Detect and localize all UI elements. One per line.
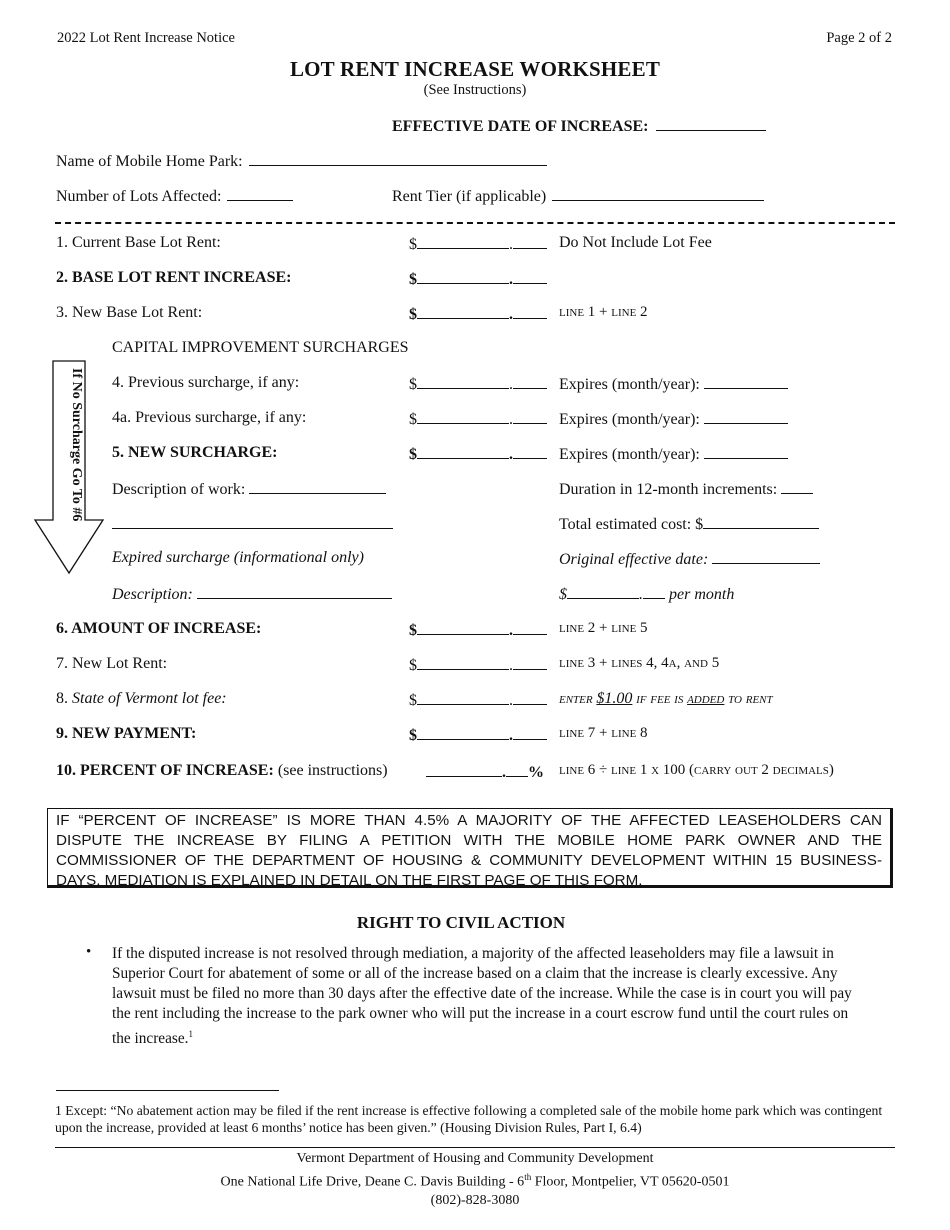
line-1-note: Do Not Include Lot Fee — [559, 234, 712, 251]
park-name-row: Name of Mobile Home Park: — [56, 151, 547, 171]
lots-affected-row: Number of Lots Affected: — [56, 186, 293, 206]
footnote: 1 Except: “No abatement action may be filed if the rent increase is effective following a completed sale of the mobile home park which was contingent upon the increase, provided at least 6 months’ notice has been given.” (Housing Division Rules, Part I, 6.4) — [55, 1103, 883, 1135]
footer-phone: (802)-828-3080 — [430, 1192, 520, 1208]
line-6-note: line 2 + line 5 — [559, 620, 648, 636]
down-arrow-icon — [33, 360, 105, 576]
line-4a-label: 4a. Previous surcharge, if any: — [112, 409, 307, 426]
effective-date-label: EFFECTIVE DATE OF INCREASE: — [392, 116, 766, 136]
line-10-percent[interactable]: . % — [426, 762, 544, 782]
line-6-label: 6. AMOUNT OF INCREASE: — [56, 620, 262, 637]
line-1-label: 1. Current Base Lot Rent: — [56, 234, 221, 251]
line-8-note: enter $1.00 if fee is added to rent — [559, 690, 773, 707]
line-4-expires: Expires (month/year): — [559, 374, 788, 394]
line-3-amount[interactable]: $ . — [409, 304, 547, 324]
line-7-amount[interactable]: $ . — [409, 655, 547, 675]
page-title: LOT RENT INCREASE WORKSHEET — [289, 57, 661, 81]
civil-action-heading: RIGHT TO CIVIL ACTION — [356, 913, 566, 932]
total-estimated-cost: Total estimated cost: $ — [559, 514, 819, 534]
line-9-amount[interactable]: $ . — [409, 725, 547, 745]
original-date-field[interactable] — [712, 549, 820, 564]
description-of-work-field[interactable] — [249, 479, 386, 494]
line-5-label: 5. NEW SURCHARGE: — [112, 444, 278, 461]
effective-date-field[interactable] — [656, 116, 766, 131]
description-of-work-line-2[interactable] — [112, 514, 393, 534]
line-8-amount[interactable]: $ . — [409, 690, 547, 710]
line-3-label: 3. New Base Lot Rent: — [56, 304, 203, 321]
line-4a-expires-field[interactable] — [704, 409, 788, 424]
dashed-divider — [55, 222, 895, 224]
line-10-label: 10. PERCENT OF INCREASE: (see instructions) — [56, 762, 388, 779]
expired-description: Description: — [112, 584, 392, 604]
lots-affected-field[interactable] — [227, 186, 293, 201]
page-subtitle: (See Instructions) — [423, 82, 527, 98]
line-4-label: 4. Previous surcharge, if any: — [112, 374, 300, 391]
footer-address: One National Life Drive, Deane C. Davis Building - 6th Floor, Montpelier, VT 05620-0501 — [220, 1172, 730, 1190]
footnote-divider — [56, 1090, 279, 1091]
duration-field[interactable] — [781, 479, 813, 494]
rent-tier-row: Rent Tier (if applicable) — [392, 186, 764, 206]
line-4-amount[interactable]: $ . — [409, 374, 547, 394]
line-8-label: 8. State of Vermont lot fee: — [56, 690, 227, 707]
line-10-note: line 6 ÷ line 1 x 100 (carry out 2 decimals) — [559, 762, 834, 778]
line-6-amount[interactable]: $ . — [409, 620, 547, 640]
line-5-amount[interactable]: $ . — [409, 444, 547, 464]
line-9-note: line 7 + line 8 — [559, 725, 648, 741]
duration-increments: Duration in 12-month increments: — [559, 479, 813, 499]
line-1-amount[interactable]: $ . — [409, 234, 547, 254]
footer-agency: Vermont Department of Housing and Community Development — [296, 1151, 654, 1166]
line-3-note: line 1 + line 2 — [559, 304, 648, 320]
line-2-amount[interactable]: $ . — [409, 269, 547, 289]
expired-description-field[interactable] — [197, 584, 392, 599]
description-of-work: Description of work: — [112, 479, 386, 499]
rent-tier-field[interactable] — [552, 186, 764, 201]
line-2-label: 2. BASE LOT RENT INCREASE: — [56, 269, 292, 286]
park-name-field[interactable] — [249, 151, 547, 166]
header-left: 2022 Lot Rent Increase Notice — [57, 30, 235, 46]
arrow-label: If No Surcharge Go To #6 — [69, 368, 84, 522]
bullet-icon: • — [86, 944, 92, 960]
line-4a-expires: Expires (month/year): — [559, 409, 788, 429]
page-footer — [55, 1147, 895, 1210]
line-4-expires-field[interactable] — [704, 374, 788, 389]
capital-surcharges-heading: CAPITAL IMPROVEMENT SURCHARGES — [112, 339, 409, 356]
header-right: Page 2 of 2 — [826, 30, 892, 46]
line-4a-amount[interactable]: $ . — [409, 409, 547, 429]
original-effective-date: Original effective date: — [559, 549, 820, 569]
line-7-note: line 3 + lines 4, 4a, and 5 — [559, 655, 720, 671]
total-cost-field[interactable] — [703, 514, 819, 529]
line-7-label: 7. New Lot Rent: — [56, 655, 168, 672]
line-5-expires: Expires (month/year): — [559, 444, 788, 464]
line-5-expires-field[interactable] — [704, 444, 788, 459]
dispute-notice: IF “PERCENT OF INCREASE” IS MORE THAN 4.5% A MAJORITY OF THE AFFECTED LEASEHOLDERS CAN DISPUTE THE INCREASE BY FILING A PETITION WITH THE MOBILE HOME PARK OWNER AND THE COMMISSIONER OF THE DEPARTMENT OF HOUSING & COMMUNITY DEVELOPMENT WITHIN 15 BUSINESS-DAYS. MEDIATION IS EXPLAINED IN DETAIL ON THE FIRST PAGE OF THIS FORM. — [47, 808, 893, 888]
expired-surcharge-label: Expired surcharge (informational only) — [112, 549, 364, 566]
civil-action-text: If the disputed increase is not resolved through mediation, a majority of the affected leaseholders may file a lawsuit in Superior Court for abatement of some or all of the increase based on a claim that the increase is clearly excessive. Any lawsuit must be filed no more than 30 days after the effective date of the increase. While the case is in court you will pay the rent including the increase to the park owner who will put the increase in a court escrow fund until the court rules on the increase.$^1$ — [112, 945, 852, 1048]
line-9-label: 9. NEW PAYMENT: — [56, 725, 197, 742]
expired-per-month: $ . per month — [559, 586, 735, 603]
